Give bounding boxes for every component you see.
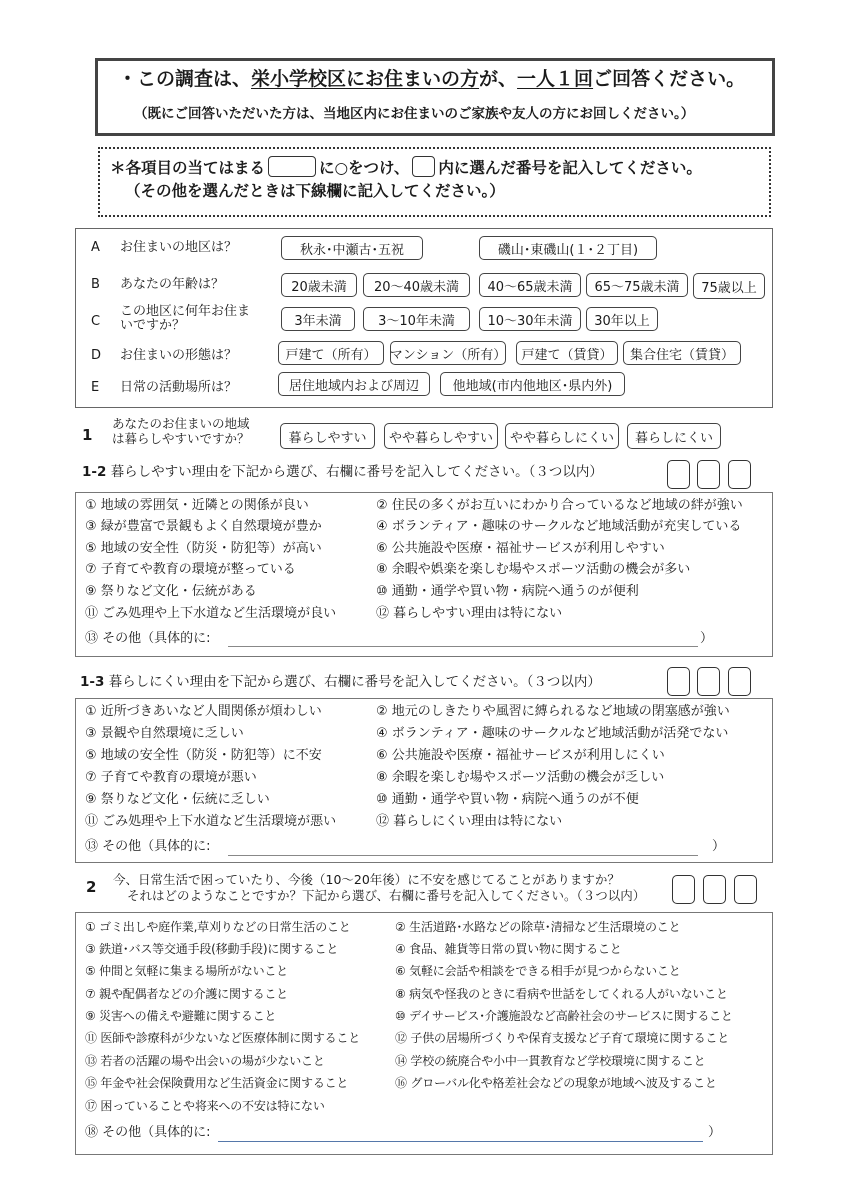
option-d-4[interactable]: 集合住宅（賃貸） [623,341,741,365]
q2-other-label: ⑱ その他（具体的に: [85,1125,211,1140]
q1-3-answer-box-3[interactable] [728,667,751,696]
q1-2-other-label: ⑬ その他（具体的に: [85,631,211,646]
q2-item: ⑤ 仲間と気軽に集まる場所がないこと [85,964,288,978]
q1-option-4[interactable]: 暮らしにくい [627,423,721,449]
q1-2-answer-box-2[interactable] [697,460,720,489]
q2-item: ⑬ 若者の活躍の場や出会いの場が少ないこと [85,1054,325,1068]
q2-other-close: ） [708,1125,722,1140]
q1-3-other-close: ） [712,839,726,854]
q2-answer-box-2[interactable] [703,875,726,904]
q1-2-item: ⑨ 祭りなど文化・伝統がある [85,584,257,599]
q1-2-other-close: ） [700,631,714,646]
q1-option-1[interactable]: 暮らしやすい [280,423,375,449]
q1-3-item: ② 地元のしきたりや風習に縛られるなど地域の閉塞感が強い [376,704,730,719]
q1-3-item: ⑥ 公共施設や医療・福祉サービスが利用しにくい [376,748,665,763]
q1-2-item: ⑫ 暮らしやすい理由は特にない [376,606,563,621]
q1-3-item: ⑦ 子育てや教育の環境が悪い [85,770,257,785]
q1-3-item: ④ ボランティア・趣味のサークルなど地域活動が活発でない [376,726,729,741]
q2-title-line-2: それはどのようなことですか？下記から選び、右欄に番号を記入してください。（３つ以内） [127,888,646,903]
q1-3-other-label: ⑬ その他（具体的に: [85,839,211,854]
q2-item: ② 生活道路･水路などの除草･清掃など生活環境のこと [395,920,681,934]
question-label-e: 日常の活動場所は？ [120,380,238,395]
q2-item: ⑯ グローバル化や格差社会などの現象が地域へ波及すること [395,1076,717,1090]
instructions-line-1: ＊各項目の当てはまる に○をつけ、 内に選んだ番号を記入してください。 [110,156,702,177]
question-label-b: あなたの年齢は？ [120,277,225,292]
option-a-1[interactable]: 秋永･中瀬古･五祝 [281,236,423,260]
q1-3-item: ⑤ 地域の安全性（防災・防犯等）に不安 [85,748,322,763]
q1-2-item: ④ ボランティア・趣味のサークルなど地域活動が充実している [376,519,742,534]
q2-answer-box-1[interactable] [672,875,695,904]
option-c-2[interactable]: 3～10年未満 [363,307,470,331]
question-label-d: お住まいの形態は？ [120,348,238,363]
q1-3-answer-box-1[interactable] [667,667,690,696]
question-key-d: D [91,348,102,363]
q1-2-item: ⑤ 地域の安全性（防災・防犯等）が高い [85,541,322,556]
q2-item: ⑫ 子供の居場所づくりや保育支援など子育て環境に関すること [395,1031,730,1045]
question-label-c: この地区に何年お住まいですか？ [120,304,251,333]
option-c-1[interactable]: 3年未満 [281,307,355,331]
example-option-box [268,156,316,177]
option-b-4[interactable]: 65～75歳未満 [586,273,688,297]
q1-3-item: ⑪ ごみ処理や上下水道など生活環境が悪い [85,814,337,829]
q1-2-item: ⑪ ごみ処理や上下水道など生活環境が良い [85,606,337,621]
q1-2-item: ② 住民の多くがお互いにわかり合っているなど地域の絆が強い [376,498,743,513]
example-answer-box [412,156,435,177]
q1-question: あなたのお住まいの地域 は暮らしやすいですか？ [112,416,250,446]
q2-item: ⑦ 親や配偶者などの介護に関すること [85,987,288,1001]
option-d-2[interactable]: マンション（所有） [390,341,506,365]
q2-item: ⑭ 学校の統廃合や小中一貫教育など学校環境に関すること [395,1054,706,1068]
q1-number: 1 [82,426,93,444]
q2-answer-box-3[interactable] [734,875,757,904]
question-key-e: E [91,380,100,395]
q2-item: ③ 鉄道･バス等交通手段(移動手段)に関すること [85,942,339,956]
option-b-2[interactable]: 20～40歳未満 [363,273,470,297]
option-b-1[interactable]: 20歳未満 [281,273,357,297]
q2-number: 2 [86,878,97,896]
header-line-2: （既にご回答いただいた方は、当地区内にお住まいのご家族や友人の方にお回しください。） [134,106,695,122]
q1-3-item: ⑩ 通勤・通学や買い物・病院へ通うのが不便 [376,792,639,807]
q1-option-2[interactable]: やや暮らしやすい [384,423,498,449]
option-d-1[interactable]: 戸建て（所有） [278,341,384,365]
option-e-1[interactable]: 居住地域内および周辺 [278,372,430,396]
option-e-2[interactable]: 他地域(市内他地区･県内外) [440,372,625,396]
q2-item: ① ゴミ出しや庭作業,草刈りなどの日常生活のこと [85,920,351,934]
question-label-a: お住まいの地区は？ [120,240,238,255]
q1-3-answer-box-2[interactable] [697,667,720,696]
q1-3-item: ① 近所づきあいなど人間関係が煩わしい [85,704,322,719]
q2-item: ⑨ 災害への備えや避難に関すること [85,1009,277,1023]
q1-2-item: ⑥ 公共施設や医療・福祉サービスが利用しやすい [376,541,665,556]
option-d-3[interactable]: 戸建て（賃貸） [516,341,618,365]
q1-3-item: ⑨ 祭りなど文化・伝統に乏しい [85,792,270,807]
q2-item: ⑮ 年金や社会保険費用など生活資金に関すること [85,1076,349,1090]
q1-3-item: ⑧ 余暇を楽しむ場やスポーツ活動の機会が乏しい [376,770,665,785]
q2-item: ④ 食品、雑貨等日常の買い物に関すること [395,942,622,956]
q2-title-line-1: 今、日常生活で困っていたり、今後（10～20年後）に不安を感じてることがありますか？ [113,872,620,887]
q1-2-item: ⑦ 子育てや教育の環境が整っている [85,562,296,577]
q1-2-item: ③ 緑が豊富で景観もよく自然環境が豊か [85,519,322,534]
q2-item: ⑥ 気軽に会話や相談をできる相手が見つからないこと [395,964,681,978]
q1-2-item: ① 地域の雰囲気・近隣との関係が良い [85,498,309,513]
q1-3-item: ③ 景観や自然環境に乏しい [85,726,244,741]
header-line-1: ・この調査は、栄小学校区にお住まいの方が、一人１回ご回答ください。 [118,68,746,90]
q1-3-other-input[interactable] [228,855,698,856]
option-a-2[interactable]: 磯山･東磯山(１･２丁目) [479,236,657,260]
q1-2-item: ⑧ 余暇や娯楽を楽しむ場やスポーツ活動の機会が多い [376,562,691,577]
option-b-5[interactable]: 75歳以上 [693,273,765,299]
q2-item: ⑰ 困っていることや将来への不安は特にない [85,1099,325,1113]
q2-item: ⑩ デイサービス･介護施設など高齢社会のサービスに関すること [395,1009,733,1023]
instructions-line-2: （その他を選んだときは下線欄に記入してください。） [125,182,505,200]
q2-item: ⑪ 医師や診療科が少ないなど医療体制に関すること [85,1031,361,1045]
q2-other-input[interactable] [218,1141,703,1142]
question-key-c: C [91,314,101,329]
option-c-3[interactable]: 10～30年未満 [479,307,581,331]
q1-2-title: 1-2 暮らしやすい理由を下記から選び、右欄に番号を記入してください。（３つ以内） [82,464,603,480]
question-key-a: A [91,240,100,255]
option-b-3[interactable]: 40～65歳未満 [479,273,581,297]
q1-2-item: ⑩ 通勤・通学や買い物・病院へ通うのが便利 [376,584,639,599]
q1-option-3[interactable]: やや暮らしにくい [505,423,619,449]
q1-2-answer-box-1[interactable] [667,460,690,489]
option-c-4[interactable]: 30年以上 [586,307,658,331]
q1-3-title: 1-3 暮らしにくい理由を下記から選び、右欄に番号を記入してください。（３つ以内） [80,674,601,690]
question-key-b: B [91,277,100,292]
q1-2-answer-box-3[interactable] [728,460,751,489]
q1-2-other-input[interactable] [228,646,698,647]
q2-item: ⑧ 病気や怪我のときに看病や世話をしてくれる人がいないこと [395,987,728,1001]
q1-3-item: ⑫ 暮らしにくい理由は特にない [376,814,563,829]
